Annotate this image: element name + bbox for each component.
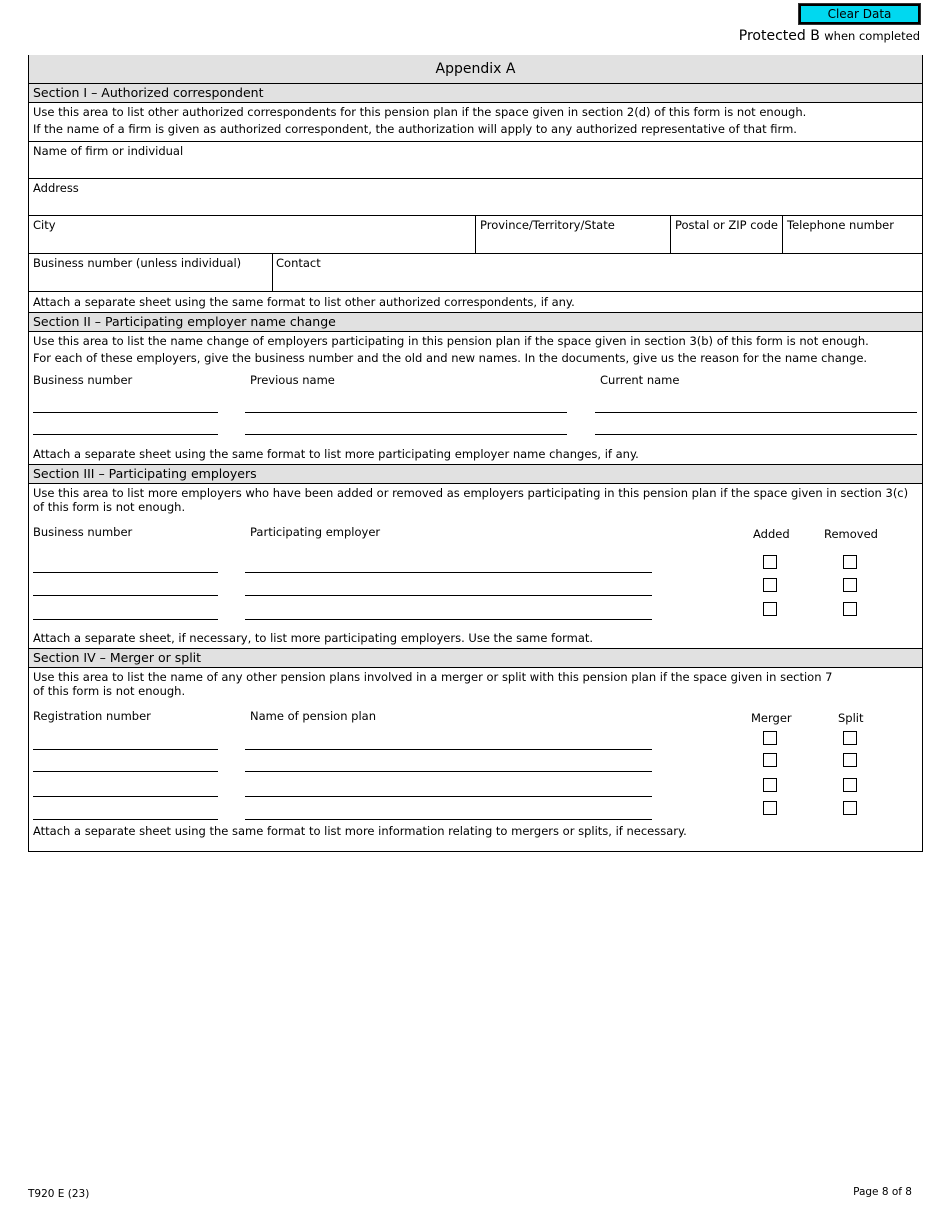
- split-checkbox-1[interactable]: [843, 731, 857, 745]
- split-checkbox-4[interactable]: [843, 801, 857, 815]
- merger-registration-3[interactable]: [33, 796, 218, 797]
- name-field-label: Name of firm or individual: [33, 144, 184, 158]
- name-change-business-2[interactable]: [33, 434, 218, 435]
- section2-attach-note: Attach a separate sheet using the same format to list more participating employer name changes, if any.: [33, 447, 639, 461]
- section1-intro-line1: Use this area to list other authorized correspondents for this pension plan if the space given in section 2(d) of this form is not enough.: [33, 105, 807, 119]
- name-change-previous-1[interactable]: [245, 412, 567, 413]
- appendix-title: Appendix A: [29, 55, 922, 84]
- section4-col-registration: Registration number: [33, 709, 151, 723]
- merger-registration-4[interactable]: [33, 819, 218, 820]
- section4-attach-note: Attach a separate sheet using the same format to list more information relating to mergers or splits, if necessary.: [33, 824, 687, 838]
- address-field-label: Address: [33, 181, 79, 195]
- name-field[interactable]: [29, 142, 922, 178]
- merger-checkbox-1[interactable]: [763, 731, 777, 745]
- protected-suffix: when completed: [824, 29, 920, 43]
- appendix-form: [28, 55, 923, 852]
- section4-intro-line1: Use this area to list the name of any other pension plans involved in a merger or split with this pension plan if the space given in section 7: [33, 670, 833, 684]
- section2-col-current: Current name: [600, 373, 680, 387]
- name-change-current-1[interactable]: [595, 412, 917, 413]
- section3-col-added: Added: [753, 527, 790, 541]
- section4-col-merger: Merger: [751, 711, 792, 725]
- employer-name-1[interactable]: [245, 572, 652, 573]
- merger-registration-1[interactable]: [33, 749, 218, 750]
- section3-intro-line2: of this form is not enough.: [33, 500, 186, 514]
- section2-col-previous: Previous name: [250, 373, 335, 387]
- name-change-business-1[interactable]: [33, 412, 218, 413]
- section2-intro-line2: For each of these employers, give the business number and the old and new names. In the documents, give us the reason for the name change.: [33, 351, 868, 365]
- section2-col-business: Business number: [33, 373, 133, 387]
- phone-field[interactable]: [783, 216, 922, 253]
- section3-col-employer: Participating employer: [250, 525, 381, 539]
- form-code: T920 E (23): [28, 1188, 90, 1200]
- removed-checkbox-3[interactable]: [843, 602, 857, 616]
- name-change-current-2[interactable]: [595, 434, 917, 435]
- section3-col-removed: Removed: [824, 527, 878, 541]
- province-field[interactable]: [476, 216, 671, 253]
- added-checkbox-3[interactable]: [763, 602, 777, 616]
- employer-business-3[interactable]: [33, 619, 218, 620]
- employer-business-1[interactable]: [33, 572, 218, 573]
- city-field[interactable]: [29, 216, 475, 253]
- section4-col-plan: Name of pension plan: [250, 709, 376, 723]
- phone-field-label: Telephone number: [787, 218, 894, 232]
- merger-checkbox-2[interactable]: [763, 753, 777, 767]
- section1-title: Section I – Authorized correspondent: [29, 83, 922, 103]
- added-checkbox-1[interactable]: [763, 555, 777, 569]
- split-checkbox-2[interactable]: [843, 753, 857, 767]
- section3-title: Section III – Participating employers: [29, 464, 922, 484]
- split-checkbox-3[interactable]: [843, 778, 857, 792]
- section3-col-business: Business number: [33, 525, 133, 539]
- protected-label: Protected B: [738, 28, 820, 44]
- section2-title: Section II – Participating employer name change: [29, 312, 922, 332]
- page-number: Page 8 of 8: [853, 1186, 912, 1198]
- business-field-label: Business number (unless individual): [33, 256, 242, 270]
- merger-plan-name-4[interactable]: [245, 819, 652, 820]
- section1-intro-line2: If the name of a firm is given as authorized correspondent, the authorization will apply to any authorized representative of that firm.: [33, 122, 797, 136]
- address-field[interactable]: [29, 179, 922, 215]
- merger-plan-name-3[interactable]: [245, 796, 652, 797]
- city-field-label: City: [33, 218, 56, 232]
- clear-data-button[interactable]: Clear Data: [799, 4, 920, 24]
- section3-intro-line1: Use this area to list more employers who have been added or removed as employers participating in this pension plan if the space given in section 3(c): [33, 486, 909, 500]
- section4-intro-line2: of this form is not enough.: [33, 684, 186, 698]
- removed-checkbox-2[interactable]: [843, 578, 857, 592]
- name-change-previous-2[interactable]: [245, 434, 567, 435]
- section4-col-split: Split: [838, 711, 864, 725]
- merger-plan-name-2[interactable]: [245, 771, 652, 772]
- removed-checkbox-1[interactable]: [843, 555, 857, 569]
- section1-attach-note: Attach a separate sheet using the same format to list other authorized correspondents, if any.: [33, 295, 575, 309]
- postal-field-label: Postal or ZIP code: [675, 218, 778, 232]
- employer-name-3[interactable]: [245, 619, 652, 620]
- contact-field-label: Contact: [276, 256, 321, 270]
- added-checkbox-2[interactable]: [763, 578, 777, 592]
- section2-intro-line1: Use this area to list the name change of employers participating in this pension plan if the space given in section 3(b) of this form is not enough.: [33, 334, 869, 348]
- postal-field[interactable]: [671, 216, 783, 253]
- protected-notice: [739, 28, 920, 44]
- merger-registration-2[interactable]: [33, 771, 218, 772]
- employer-name-2[interactable]: [245, 595, 652, 596]
- merger-checkbox-4[interactable]: [763, 801, 777, 815]
- contact-field[interactable]: [273, 254, 922, 291]
- section4-title: Section IV – Merger or split: [29, 648, 922, 668]
- employer-business-2[interactable]: [33, 595, 218, 596]
- business-number-field[interactable]: [29, 254, 272, 291]
- province-field-label: Province/Territory/State: [480, 218, 615, 232]
- merger-plan-name-1[interactable]: [245, 749, 652, 750]
- merger-checkbox-3[interactable]: [763, 778, 777, 792]
- section3-attach-note: Attach a separate sheet, if necessary, to list more participating employers. Use the same format.: [33, 631, 594, 645]
